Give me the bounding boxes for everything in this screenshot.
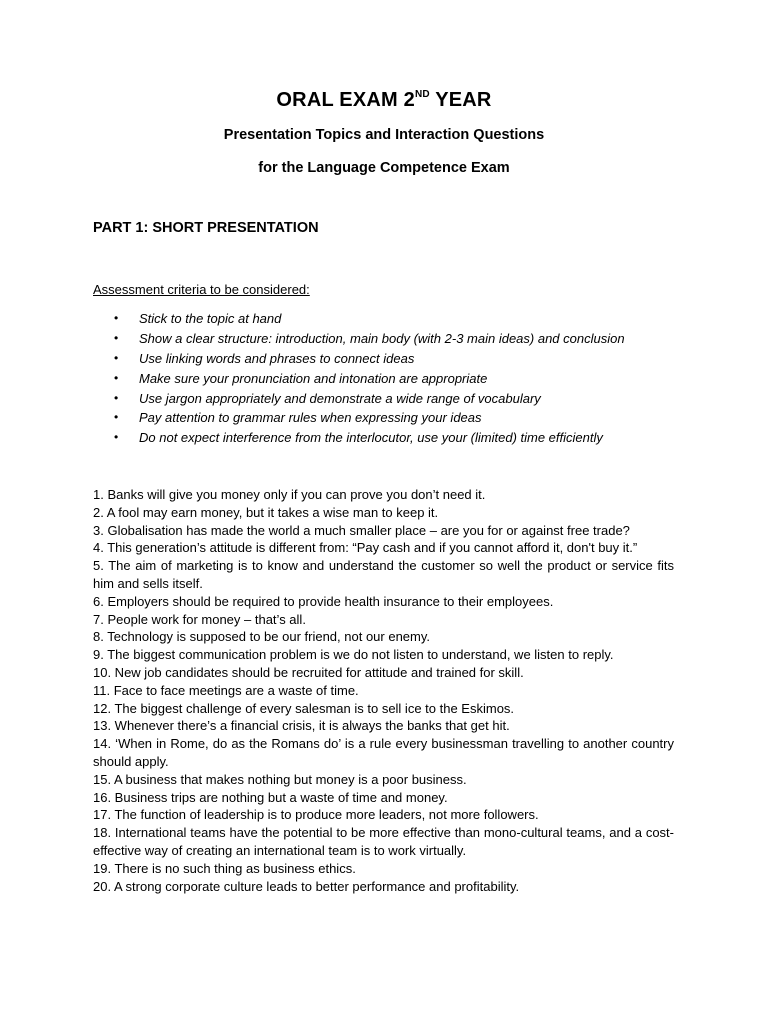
criteria-text: Pay attention to grammar rules when expressing your ideas [139, 410, 482, 426]
subtitle-exam: for the Language Competence Exam [258, 160, 510, 176]
bullet-icon: • [114, 350, 119, 365]
bullet-icon: • [114, 330, 119, 345]
topic-item: 16. Business trips are nothing but a waste of time and money. [93, 789, 448, 805]
criteria-text: Use linking words and phrases to connect ideas [139, 350, 415, 366]
topics-list [93, 486, 674, 895]
title-end: YEAR [429, 89, 492, 111]
topic-item: 18. International teams have the potential to be more effective than mono-cultural teams, and a cost-effective way of creating an international team is to work virtually. [93, 825, 674, 858]
criteria-item [93, 428, 693, 448]
title-superscript: ND [414, 89, 430, 100]
bullet-icon: • [114, 410, 119, 425]
topic-item: 20. A strong corporate culture leads to better performance and profitability. [93, 878, 520, 894]
topic-item: 5. The aim of marketing is to know and understand the customer so well the product or service fits him and sells itself. [93, 558, 674, 591]
topic-item: 19. There is no such thing as business ethics. [93, 860, 356, 876]
subtitle-topics: Presentation Topics and Interaction Questions [223, 127, 545, 143]
topic-item: 2. A fool may earn money, but it takes a wise man to keep it. [93, 504, 439, 520]
bullet-icon: • [114, 311, 119, 325]
topic-item: 8. Technology is supposed to be our friend, not our enemy. [93, 629, 431, 645]
topic-item: 1. Banks will give you money only if you can prove you don’t need it. [93, 487, 486, 502]
topic-item: 4. This generation’s attitude is different from: “Pay cash and if you cannot afford it, don't buy it.” [93, 540, 638, 556]
topic-item: 15. A business that makes nothing but money is a poor business. [93, 771, 467, 787]
topic-item: 9. The biggest communication problem is we do not listen to understand, we listen to reply. [93, 647, 614, 663]
topic-item: 10. New job candidates should be recruited for attitude and trained for skill. [93, 664, 524, 680]
bullet-icon: • [114, 430, 119, 445]
criteria-item [93, 369, 693, 389]
criteria-heading: Assessment criteria to be considered: [93, 282, 310, 297]
topic-item: 6. Employers should be required to provide health insurance to their employees. [93, 593, 554, 609]
criteria-text: Stick to the topic at hand [139, 311, 282, 326]
title-main: ORAL EXAM 2 [276, 89, 415, 111]
criteria-text: Make sure your pronunciation and intonation are appropriate [139, 370, 488, 386]
criteria-item [93, 408, 693, 428]
criteria-item [93, 349, 693, 369]
topic-item: 7. People work for money – that’s all. [93, 611, 306, 627]
criteria-text: Do not expect interference from the interlocutor, use your (limited) time efficiently [139, 430, 603, 446]
topic-item: 3. Globalisation has made the world a much smaller place – are you for or against free trade? [93, 522, 630, 538]
topic-item: 17. The function of leadership is to produce more leaders, not more followers. [93, 807, 539, 823]
criteria-list [93, 309, 693, 448]
part-heading: PART 1: SHORT PRESENTATION [93, 220, 319, 236]
criteria-text: Show a clear structure: introduction, main body (with 2-3 main ideas) and conclusion [139, 330, 625, 346]
page-title [0, 89, 768, 112]
topic-item: 11. Face to face meetings are a waste of time. [93, 682, 359, 698]
bullet-icon: • [114, 390, 119, 405]
criteria-item [93, 389, 693, 409]
criteria-item [93, 309, 693, 329]
topic-item: 13. Whenever there’s a financial crisis, it is always the banks that get hit. [93, 718, 510, 734]
criteria-text: Use jargon appropriately and demonstrate a wide range of vocabulary [139, 390, 541, 406]
topic-item: 14. ‘When in Rome, do as the Romans do’ is a rule every businessman travelling to another country should apply. [93, 736, 674, 769]
bullet-icon: • [114, 370, 119, 385]
topic-item: 12. The biggest challenge of every salesman is to sell ice to the Eskimos. [93, 700, 515, 716]
criteria-item [93, 329, 693, 349]
